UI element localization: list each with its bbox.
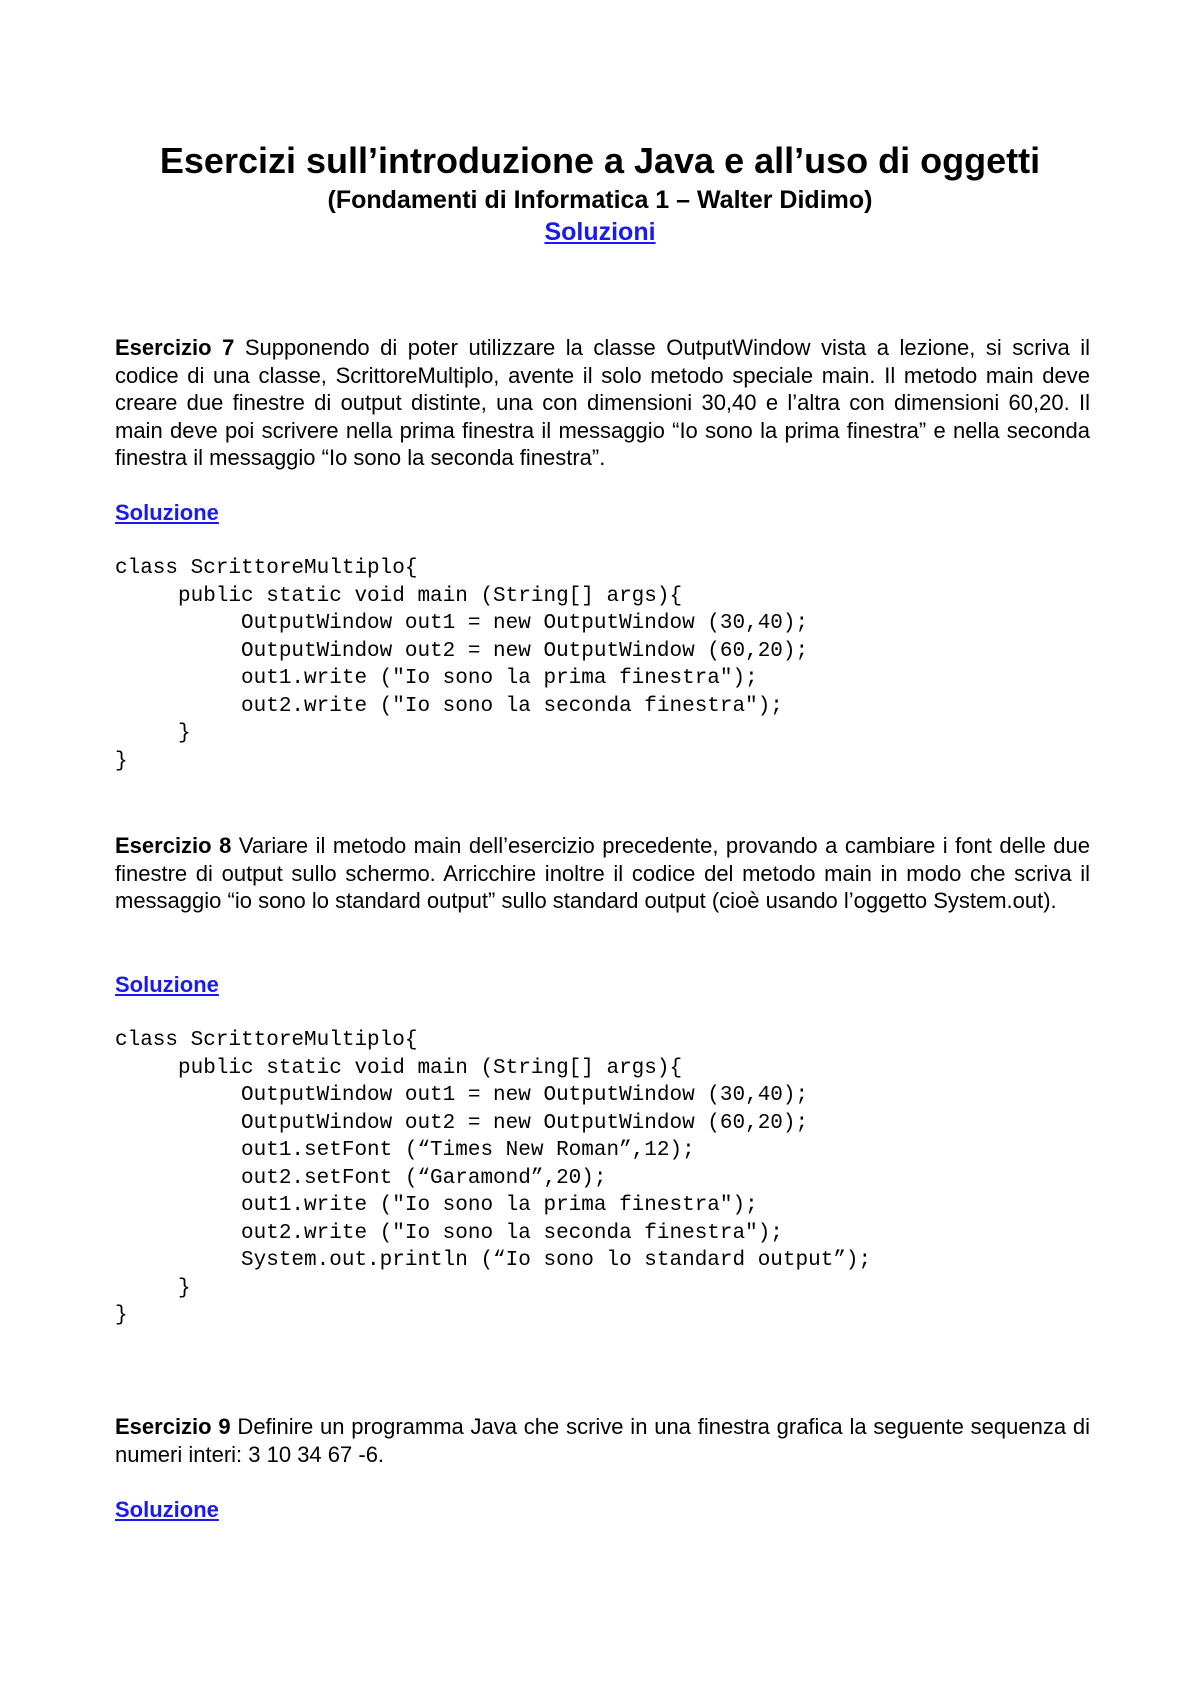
exercise-7-text — [115, 334, 1090, 472]
exercise-7-solution-heading — [115, 500, 219, 526]
document-subtitle: (Fondamenti di Informatica 1 – Walter Didimo) — [327, 186, 873, 214]
exercise-7-body: Supponendo di poter utilizzare la classe OutputWindow vista a lezione, si scriva il codice di una classe, ScrittoreMultiplo, avente il solo metodo speciale main. Il metodo main deve creare due finestre di output distinte, una con dimensioni 30,40 e l’altra con dimensioni 60,20. Il main deve poi scrivere nella prima finestra il messaggio “Io sono la prima finestra” e nella seconda finestra il messaggio “Io sono la seconda finestra”. — [115, 335, 1091, 470]
exercise-9-text — [115, 1413, 1090, 1468]
document-title: Esercizi sull’introduzione a Java e all’uso di oggetti — [159, 140, 1041, 181]
exercise-8-solution-heading — [115, 972, 219, 998]
exercise-9-solution-heading — [115, 1497, 219, 1523]
exercise-7-label: Esercizio 7 — [115, 335, 235, 360]
exercise-8-text — [115, 832, 1090, 915]
solutions-link[interactable]: Soluzioni — [544, 218, 656, 246]
exercise-9-solution-link[interactable]: Soluzione — [115, 1497, 219, 1522]
exercise-8-label: Esercizio 8 — [115, 833, 232, 858]
exercise-8-code: class ScrittoreMultiplo{ public static void main (String[] args){ OutputWindow out1 = new OutputWindow (30,40); OutputWindow out2 = new OutputWindow (60,20); out1.setFont (“Times New Roman”,12); out2.setFont (“Garamond”,20); out1.write ("Io sono la prima finestra"); out2.write ("Io sono la seconda finestra"); System.out.println (“Io sono lo standard output”); } } — [115, 1029, 872, 1327]
solutions-heading — [0, 218, 1200, 247]
exercise-7-code: class ScrittoreMultiplo{ public static void main (String[] args){ OutputWindow out1 = new OutputWindow (30,40); OutputWindow out2 = new OutputWindow (60,20); out1.write ("Io sono la prima finestra"); out2.write ("Io sono la seconda finestra"); } } — [115, 557, 809, 773]
exercise-8-solution-link[interactable]: Soluzione — [115, 972, 219, 997]
exercise-9-label: Esercizio 9 — [115, 1414, 231, 1439]
exercise-9-body: Definire un programma Java che scrive in una finestra grafica la seguente sequenza di numeri interi: 3 10 34 67 -6. — [115, 1414, 1091, 1467]
exercise-7-solution-link[interactable]: Soluzione — [115, 500, 219, 525]
exercise-8-body: Variare il metodo main dell’esercizio precedente, provando a cambiare i font delle due finestre di output sullo schermo. Arricchire inoltre il codice del metodo main in modo che scriva il messaggio “io sono lo standard output” sullo standard output (cioè usando l’oggetto System.out). — [115, 833, 1091, 913]
